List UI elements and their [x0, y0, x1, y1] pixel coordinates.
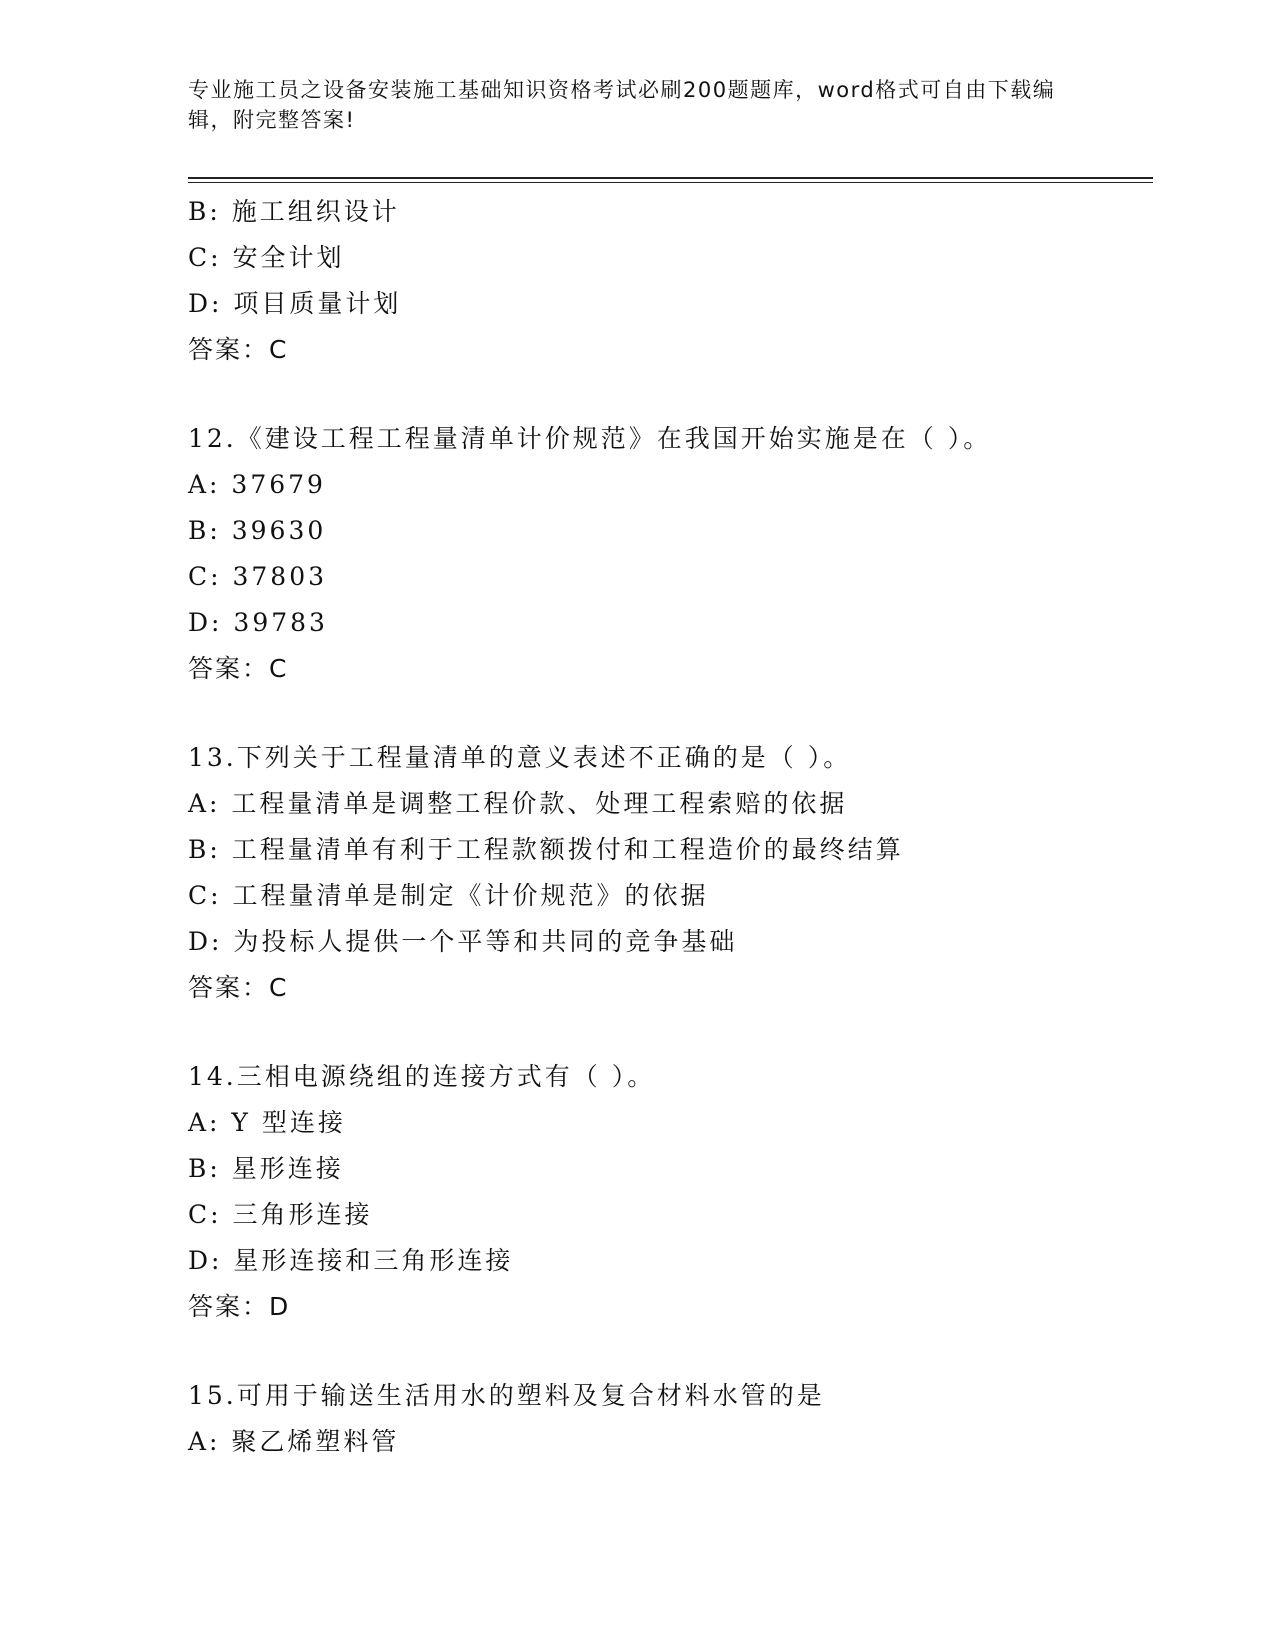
question-12 — [188, 416, 1148, 692]
question-stem: 13.下列关于工程量清单的意义表述不正确的是（ ）。 — [188, 743, 852, 772]
option-d: D: 星形连接和三角形连接 — [188, 1246, 514, 1275]
option-c: C: 工程量清单是制定《计价规范》的依据 — [188, 881, 709, 910]
option-c: C: 37803 — [188, 562, 328, 591]
option-b: B: 工程量清单有利于工程款额拨付和工程造价的最终结算 — [188, 835, 904, 864]
question-stem: 14.三相电源绕组的连接方式有（ ）。 — [188, 1062, 656, 1091]
option-a: A: Y 型连接 — [188, 1108, 346, 1137]
answer: 答案：C — [188, 335, 289, 364]
question-stem: 12.《建设工程工程量清单计价规范》在我国开始实施是在（ ）。 — [188, 424, 992, 453]
option-c: C: 三角形连接 — [188, 1200, 373, 1229]
answer: 答案：D — [188, 1292, 291, 1321]
option-a: A: 聚乙烯塑料管 — [188, 1427, 400, 1456]
header-divider-thin — [188, 182, 1153, 183]
option-d: D: 39783 — [188, 608, 328, 637]
question-15 — [188, 1373, 1148, 1465]
header-divider-thick — [188, 177, 1153, 179]
option-b: B: 施工组织设计 — [188, 197, 400, 226]
question-list — [188, 189, 1148, 1465]
question-13 — [188, 735, 1148, 1011]
answer: 答案：C — [188, 973, 289, 1002]
option-d: D: 项目质量计划 — [188, 289, 402, 318]
option-d: D: 为投标人提供一个平等和共同的竞争基础 — [188, 927, 738, 956]
question-14 — [188, 1054, 1148, 1330]
question-11-continued — [188, 189, 1148, 373]
question-stem: 15.可用于输送生活用水的塑料及复合材料水管的是 — [188, 1381, 825, 1410]
option-b: B: 39630 — [188, 516, 327, 545]
option-a: A: 37679 — [188, 470, 326, 499]
option-b: B: 星形连接 — [188, 1154, 344, 1183]
page-header: 专业施工员之设备安装施工基础知识资格考试必刷200题题库，word格式可自由下载编辑，附完整答案! — [188, 78, 1056, 132]
option-c: C: 安全计划 — [188, 243, 345, 272]
answer: 答案：C — [188, 654, 289, 683]
option-a: A: 工程量清单是调整工程价款、处理工程索赔的依据 — [188, 789, 848, 818]
